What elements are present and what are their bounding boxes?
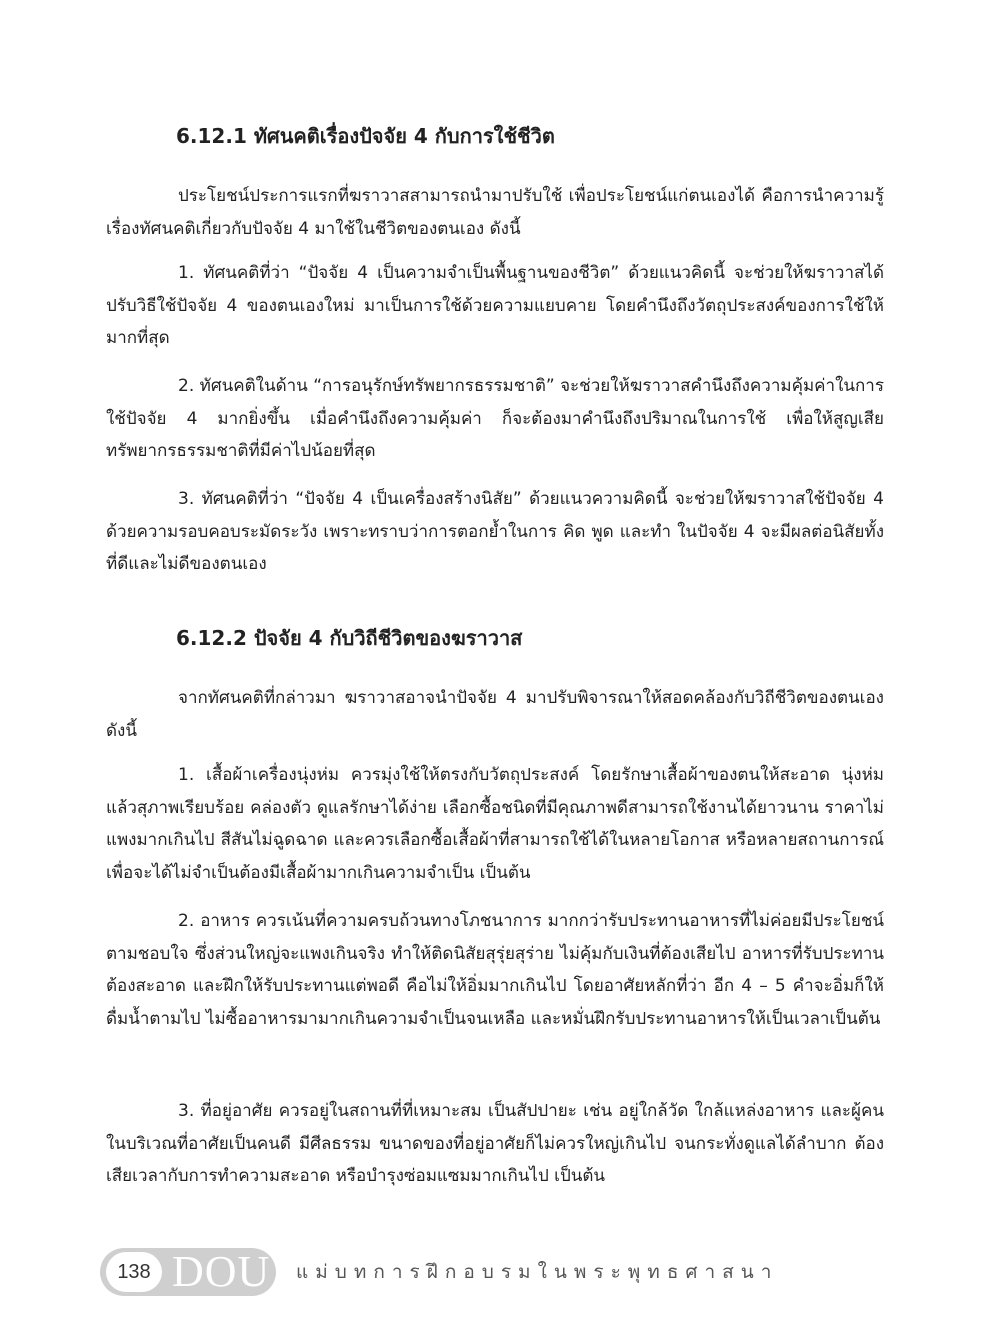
paragraph-clothing: 1. เสื้อผ้าเครื่องนุ่งห่ม ควรมุ่งใช้ให้ตรงกับวัตถุประสงค์ โดยรักษาเสื้อผ้าของตนให้สะอาด นุ่งห่มแล้วสุภาพเรียบร้อย คล่องตัว ดูแลรักษาได้ง่าย เลือกซื้อชนิดที่มีคุณภาพดีสามารถใช้งานได้ยาวนาน ราคาไม่แพงมากเกินไป สีสันไม่ฉูดฉาด และควรเลือกซื้อเสื้อผ้าที่สามารถใช้ได้ในหลายโอกาส หรือหลายสถานการณ์ เพื่อจะได้ไม่จำเป็นต้องมีเสื้อผ้ามากเกินความจำเป็น เป็นต้น	[106, 765, 884, 883]
dou-logo: DOU	[172, 1247, 271, 1296]
paragraph-attitude-1: 1. ทัศนคติที่ว่า “ปัจจัย 4 เป็นความจำเป็นพื้นฐานของชีวิต” ด้วยแนวคิดนี้ จะช่วยให้ฆราวาสได้ปรับวิธีใช้ปัจจัย 4 ของตนเองใหม่ มาเป็นการใช้ด้วยความแยบคาย โดยคำนึงถึงวัตถุประสงค์ของการใช้ให้มากที่สุด	[106, 263, 884, 348]
footer-badge	[100, 1248, 276, 1296]
paragraph-intro-2: จากทัศนคติที่กล่าวมา ฆราวาสอาจนำปัจจัย 4 มาปรับพิจารณาให้สอดคล้องกับวิถีชีวิตของตนเองดังนี้	[106, 688, 884, 741]
book-title: แม่บทการฝึกอบรมในพระพุทธศาสนา	[296, 1261, 779, 1283]
paragraph-intro-1: ประโยชน์ประการแรกที่ฆราวาสสามารถนำมาปรับใช้ เพื่อประโยชน์แก่ตนเองได้ คือการนำความรู้เรื่องทัศนคติเกี่ยวกับปัจจัย 4 มาใช้ในชีวิตของตนเอง ดังนี้	[106, 186, 884, 239]
page-number: 138	[106, 1252, 162, 1292]
paragraph-attitude-2: 2. ทัศนคติในด้าน “การอนุรักษ์ทรัพยากรธรรมชาติ” จะช่วยให้ฆราวาสคำนึงถึงความคุ้มค่าในการใช้ปัจจัย 4 มากยิ่งขึ้น เมื่อคำนึงถึงความคุ้มค่า ก็จะต้องมาคำนึงถึงปริมาณในการใช้ เพื่อให้สูญเสียทรัพยากรธรรมชาติที่มีค่าไปน้อยที่สุด	[106, 376, 884, 461]
section-heading-6-12-1: 6.12.1 ทัศนคติเรื่องปัจจัย 4 กับการใช้ชีวิต	[176, 124, 555, 148]
section-heading-6-12-2: 6.12.2 ปัจจัย 4 กับวิถีชีวิตของฆราวาส	[176, 626, 523, 650]
paragraph-attitude-3: 3. ทัศนคติที่ว่า “ปัจจัย 4 เป็นเครื่องสร้างนิสัย” ด้วยแนวความคิดนี้ จะช่วยให้ฆราวาสใช้ปัจจัย 4 ด้วยความรอบคอบระมัดระวัง เพราะทราบว่าการตอกย้ำในการ คิด พูด และทำ ในปัจจัย 4 จะมีผลต่อนิสัยทั้งที่ดีและไม่ดีของตนเอง	[106, 489, 884, 574]
paragraph-housing: 3. ที่อยู่อาศัย ควรอยู่ในสถานที่ที่เหมาะสม เป็นสัปปายะ เช่น อยู่ใกล้วัด ใกล้แหล่งอาหาร และผู้คนในบริเวณที่อาศัยเป็นคนดี มีศีลธรรม ขนาดของที่อยู่อาศัยก็ไม่ควรใหญ่เกินไป จนกระทั่งดูแลได้ลำบาก ต้องเสียเวลากับการทำความสะอาด หรือบำรุงซ่อมแซมมากเกินไป เป็นต้น	[106, 1101, 884, 1186]
paragraph-food: 2. อาหาร ควรเน้นที่ความครบถ้วนทางโภชนาการ มากกว่ารับประทานอาหารที่ไม่ค่อยมีประโยชน์ตามชอบใจ ซึ่งส่วนใหญ่จะแพงเกินจริง ทำให้ติดนิสัยสุรุ่ยสุร่าย ไม่คุ้มกับเงินที่ต้องเสียไป อาหารที่รับประทานต้องสะอาด และฝึกให้รับประทานแต่พอดี คือไม่ให้อิ่มมากเกินไป โดยอาศัยหลักที่ว่า อีก 4 – 5 คำจะอิ่มก็ให้ดื่มน้ำตามไป ไม่ซื้ออาหารมามากเกินความจำเป็นจนเหลือ และหมั่นฝึกรับประทานอาหารให้เป็นเวลาเป็นต้น	[106, 911, 884, 1029]
page-footer	[100, 1246, 778, 1298]
